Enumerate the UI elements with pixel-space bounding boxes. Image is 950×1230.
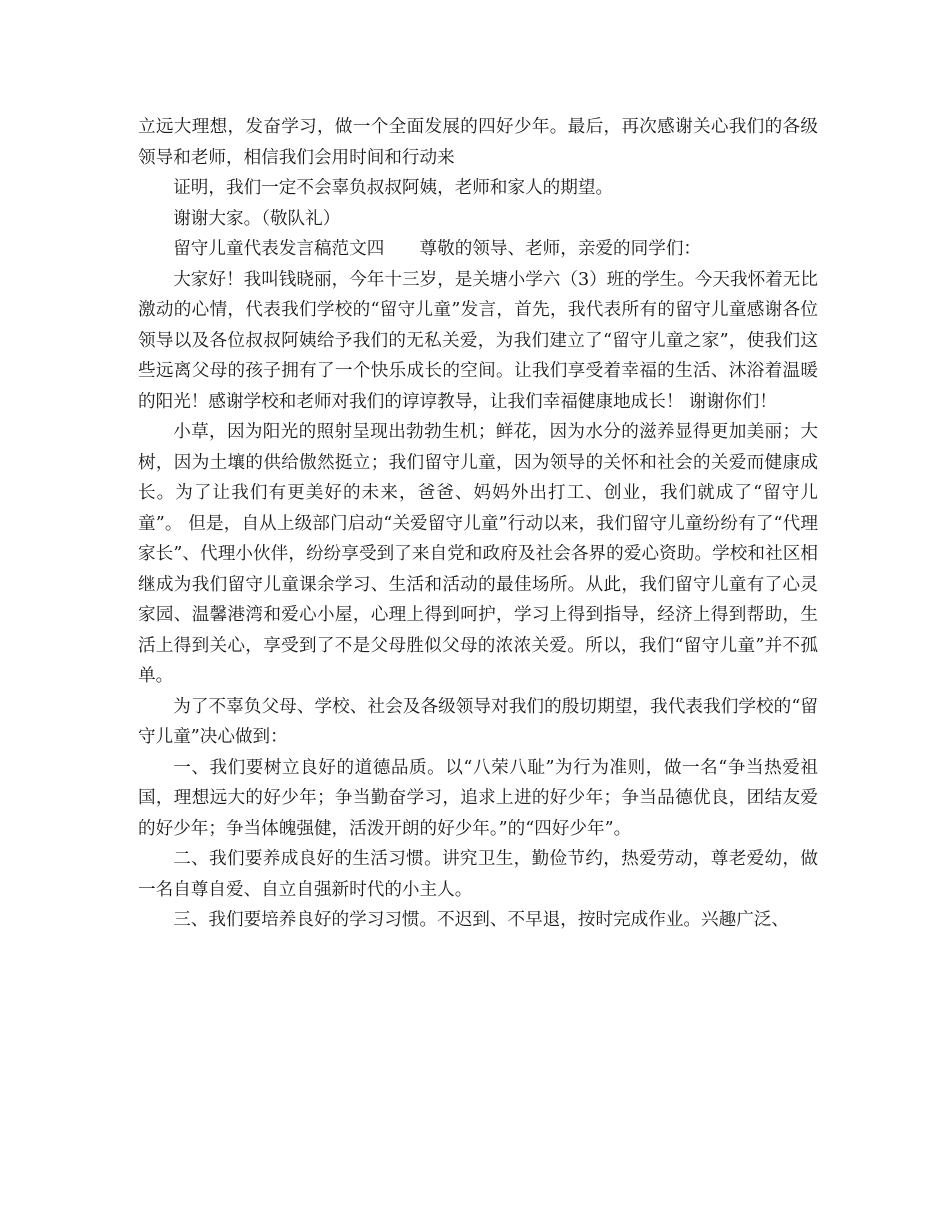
paragraph: 谢谢大家。（敬队礼）	[173, 208, 341, 229]
paragraph: 二、我们要养成良好的生活习惯。讲究卫生，勤俭节约，热爱劳动，尊老爱幼，做一名自尊自爱、自立自强新时代的小主人。	[138, 849, 818, 900]
paragraph-heading: 留守儿童代表发言稿范文四 尊敬的领导、老师，亲爱的同学们：	[173, 239, 702, 259]
paragraph: 证明，我们一定不会辜负叔叔阿姨，老师和家人的期望。	[173, 178, 614, 198]
paragraph: 一、我们要树立良好的道德品质。以“八荣八耻”为行为准则，做一名“争当热爱祖国，理想远大的好少年；争当勤奋学习，追求上进的好少年；争当品德优良，团结友爱的好少年；争当体魄强健，活泼开朗的好少年。”的“四好少年”。	[138, 757, 818, 839]
paragraph: 三、我们要培养良好的学习习惯。不迟到、不早退，按时完成作业。兴趣广泛、	[173, 910, 789, 930]
paragraph: 立远大理想，发奋学习，做一个全面发展的四好少年。最后，再次感谢关心我们的各级领导和老师，相信我们会用时间和行动来	[138, 117, 818, 168]
document-body	[138, 112, 818, 936]
paragraph: 大家好！我叫钱晓丽，今年十三岁，是关塘小学六（3）班的学生。今天我怀着无比激动的心情，代表我们学校的“留守儿童”发言，首先，我代表所有的留守儿童感谢各位领导以及各位叔叔阿姨给予我们的无私关爱，为我们建立了“留守儿童之家”，使我们这些远离父母的孩子拥有了一个快乐成长的空间。让我们享受着幸福的生活、沐浴着温暖的阳光！感谢学校和老师对我们的谆谆教导，让我们幸福健康地成长！ 谢谢你们！	[138, 269, 818, 412]
paragraph: 为了不辜负父母、学校、社会及各级领导对我们的殷切期望，我代表我们学校的“留守儿童”决心做到：	[138, 696, 818, 747]
paragraph: 小草，因为阳光的照射呈现出勃勃生机；鲜花，因为水分的滋养显得更加美丽；大树，因为土壤的供给傲然挺立；我们留守儿童，因为领导的关怀和社会的关爱而健康成长。为了让我们有更美好的未来，爸爸、妈妈外出打工、创业，我们就成了“留守儿童”。 但是，自从上级部门启动“关爱留守儿童”行动以来，我们留守儿童纷纷有了“代理家长”、代理小伙伴，纷纷享受到了来自党和政府及社会各界的爱心资助。学校和社区相继成为我们留守儿童课余学习、生活和活动的最佳场所。从此，我们留守儿童有了心灵家园、温馨港湾和爱心小屋，心理上得到呵护，学习上得到指导，经济上得到帮助，生活上得到关心，享受到了不是父母胜似父母的浓浓关爱。所以，我们“留守儿童”并不孤单。	[138, 422, 818, 686]
